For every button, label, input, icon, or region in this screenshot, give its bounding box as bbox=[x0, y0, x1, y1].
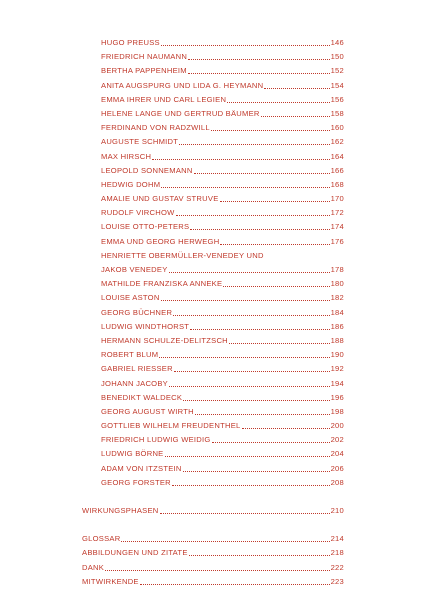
toc-entry-title: WIRKUNGSPHASEN bbox=[82, 506, 159, 515]
toc-entry[interactable] bbox=[0, 178, 425, 192]
toc-entry-page: 152 bbox=[330, 66, 344, 76]
toc-entry-page: 160 bbox=[330, 123, 344, 133]
toc-entry-page: 206 bbox=[330, 463, 344, 473]
toc-entry-page: 158 bbox=[330, 108, 344, 118]
toc-entry[interactable] bbox=[0, 192, 425, 206]
toc-entry-page: 214 bbox=[330, 534, 344, 544]
toc-entry[interactable] bbox=[0, 206, 425, 220]
toc-leader-dots bbox=[242, 419, 330, 429]
toc-entry-inner bbox=[101, 50, 344, 64]
toc-entry-page: 200 bbox=[330, 421, 344, 431]
toc-entry-inner bbox=[101, 447, 344, 461]
toc-entry-inner bbox=[82, 546, 344, 560]
toc-entry-title: FRIEDRICH LUDWIG WEIDIG bbox=[101, 435, 211, 445]
toc-leader-dots bbox=[140, 575, 330, 585]
toc-entry-title: ANITA AUGSPURG UND LIDA G. HEYMANN bbox=[101, 80, 264, 90]
toc-entry-title: GABRIEL RIESSER bbox=[101, 364, 173, 374]
toc-entry-inner bbox=[101, 291, 344, 305]
toc-entry[interactable] bbox=[0, 377, 425, 391]
toc-entry-title: HUGO PREUSS bbox=[101, 38, 160, 47]
toc-entry-inner bbox=[82, 532, 344, 546]
toc-entry-inner bbox=[101, 249, 344, 263]
toc-entry-inner bbox=[101, 348, 344, 362]
toc-entry-inner bbox=[101, 150, 344, 164]
toc-leader-dots bbox=[172, 476, 330, 486]
toc-entry-title: HEDWIG DOHM bbox=[101, 179, 161, 189]
toc-entry[interactable] bbox=[0, 150, 425, 164]
toc-entry-page: 204 bbox=[330, 449, 344, 459]
toc-entry-page: 182 bbox=[330, 293, 344, 303]
toc-entry[interactable] bbox=[0, 291, 425, 305]
toc-appendix-list bbox=[0, 532, 425, 589]
toc-entry-inner bbox=[101, 362, 344, 376]
toc-entry[interactable] bbox=[0, 433, 425, 447]
toc-entry-title: BENEDIKT WALDECK bbox=[101, 392, 183, 402]
toc-entry[interactable] bbox=[0, 362, 425, 376]
toc-entry[interactable] bbox=[0, 220, 425, 234]
toc-entry-page: 190 bbox=[330, 350, 344, 360]
toc-entry[interactable] bbox=[0, 320, 425, 334]
toc-entry-inner bbox=[101, 220, 344, 234]
toc-leader-dots bbox=[161, 36, 330, 46]
toc-entry-title: RUDOLF VIRCHOW bbox=[101, 208, 175, 218]
toc-entry-title: JOHANN JACOBY bbox=[101, 378, 168, 388]
toc-leader-dots bbox=[176, 206, 330, 216]
toc-entry-title: AMALIE UND GUSTAV STRUVE bbox=[101, 194, 219, 204]
toc-entry-inner bbox=[101, 121, 344, 135]
toc-entry-inner bbox=[101, 306, 344, 320]
toc-entry[interactable] bbox=[0, 135, 425, 149]
toc-entry-inner bbox=[101, 277, 344, 291]
toc-leader-dots bbox=[121, 532, 329, 542]
toc-entry-title: EMMA UND GEORG HERWEGH bbox=[101, 236, 220, 246]
toc-leader-dots bbox=[165, 447, 330, 457]
toc-entry-inner bbox=[101, 419, 344, 433]
toc-entry-title: MAX HIRSCH bbox=[101, 151, 152, 161]
toc-leader-dots bbox=[161, 178, 329, 188]
toc-entry-inner bbox=[101, 192, 344, 206]
toc-entry-title: MATHILDE FRANZISKA ANNEKE bbox=[101, 279, 223, 289]
toc-leader-dots bbox=[183, 462, 330, 472]
toc-entry-title: LOUISE ASTON bbox=[101, 293, 160, 303]
toc-leader-dots bbox=[173, 306, 329, 316]
toc-entry[interactable] bbox=[0, 391, 425, 405]
toc-leader-dots bbox=[190, 220, 329, 230]
toc-entry-page: 154 bbox=[330, 80, 344, 90]
toc-entry-title: GLOSSAR bbox=[82, 534, 121, 544]
toc-entry-page: 192 bbox=[330, 364, 344, 374]
toc-leader-dots bbox=[105, 561, 329, 571]
toc-entry-page: 166 bbox=[330, 165, 344, 175]
toc-entry-page: 174 bbox=[330, 222, 344, 232]
toc-entry-title: ADAM VON ITZSTEIN bbox=[101, 463, 182, 473]
toc-entry-title: BERTHA PAPPENHEIM bbox=[101, 66, 187, 76]
toc-entry[interactable] bbox=[0, 306, 425, 320]
toc-entry-title: DANK bbox=[82, 562, 105, 572]
toc-entry-inner bbox=[101, 391, 344, 405]
toc-entry-page: 172 bbox=[330, 208, 344, 218]
toc-entry-title: GEORG AUGUST WIRTH bbox=[101, 406, 194, 416]
toc-leader-dots bbox=[188, 64, 330, 74]
toc-entry-page: 156 bbox=[330, 94, 344, 104]
toc-entry-page: 210 bbox=[330, 506, 344, 515]
toc-entry-title: JAKOB VENEDEY bbox=[101, 265, 168, 274]
toc-leader-dots bbox=[264, 79, 329, 89]
toc-entry-page: 194 bbox=[330, 378, 344, 388]
toc-entry[interactable] bbox=[0, 334, 425, 348]
toc-leader-dots bbox=[190, 320, 329, 330]
toc-entry[interactable] bbox=[0, 462, 425, 476]
toc-entry-page: 218 bbox=[330, 548, 344, 558]
toc-entry-title: HELENE LANGE UND GERTRUD BÄUMER bbox=[101, 108, 260, 118]
toc-entry-inner bbox=[101, 206, 344, 220]
toc-entry-title: LUDWIG BÖRNE bbox=[101, 449, 164, 459]
toc-entry-inner bbox=[101, 405, 344, 419]
toc-leader-dots bbox=[229, 334, 330, 344]
toc-leader-dots bbox=[220, 235, 329, 245]
toc-entry-inner bbox=[101, 79, 344, 93]
toc-leader-dots bbox=[161, 291, 330, 301]
toc-entry[interactable] bbox=[0, 164, 425, 178]
toc-entry[interactable] bbox=[0, 405, 425, 419]
toc-entry-inner bbox=[82, 504, 344, 518]
toc-entry-page: 180 bbox=[330, 279, 344, 289]
toc-entry[interactable] bbox=[0, 277, 425, 291]
toc-entry-inner bbox=[101, 64, 344, 78]
toc-entry[interactable] bbox=[0, 561, 425, 575]
toc-entry-page: 162 bbox=[330, 137, 344, 147]
toc-entry-inner bbox=[101, 263, 344, 277]
toc-entry-page: 208 bbox=[330, 477, 344, 487]
toc-entry-title: ROBERT BLUM bbox=[101, 350, 159, 360]
toc-entry-page: 198 bbox=[330, 406, 344, 416]
toc-entry-page: 184 bbox=[330, 307, 344, 317]
toc-entry-inner bbox=[82, 561, 344, 575]
toc-entry[interactable] bbox=[0, 93, 425, 107]
toc-leader-dots bbox=[195, 405, 330, 415]
toc-entry-title: AUGUSTE SCHMIDT bbox=[101, 137, 179, 147]
toc-entry-title: FRIEDRICH NAUMANN bbox=[101, 52, 188, 62]
toc-entry[interactable] bbox=[0, 107, 425, 121]
toc-entry-title: HENRIETTE OBERMÜLLER-VENEDEY UND bbox=[101, 250, 264, 260]
toc-entry-page: 196 bbox=[330, 392, 344, 402]
toc-entry[interactable] bbox=[0, 575, 425, 589]
toc-leader-dots bbox=[179, 135, 329, 145]
toc-entry-page: 164 bbox=[330, 151, 344, 161]
toc-entry-inner bbox=[101, 476, 344, 490]
toc-entry-title: MITWIRKENDE bbox=[82, 576, 139, 586]
toc-leader-dots bbox=[183, 391, 329, 401]
toc-entry[interactable] bbox=[0, 64, 425, 78]
toc-leader-dots bbox=[160, 504, 330, 514]
toc-leader-dots bbox=[220, 192, 330, 202]
toc-entry-inner bbox=[101, 36, 344, 50]
toc-entry-wirkungsphasen[interactable] bbox=[0, 504, 425, 518]
toc-entry-inner bbox=[101, 93, 344, 107]
toc-entry[interactable] bbox=[0, 476, 425, 490]
toc-leader-dots bbox=[174, 362, 330, 372]
toc-leader-dots bbox=[223, 277, 329, 287]
toc-leader-dots bbox=[194, 164, 330, 174]
toc-entry-page: 202 bbox=[330, 435, 344, 445]
toc-entry-inner bbox=[101, 433, 344, 447]
toc-entry-inner bbox=[82, 575, 344, 589]
toc-gap bbox=[0, 490, 425, 504]
toc-entry[interactable] bbox=[0, 79, 425, 93]
toc-leader-dots bbox=[261, 107, 330, 117]
toc-entry[interactable] bbox=[0, 546, 425, 560]
toc-entry-title: LUDWIG WINDTHORST bbox=[101, 321, 190, 331]
toc-entry[interactable] bbox=[0, 50, 425, 64]
toc-entry-title: GOTTLIEB WILHELM FREUDENTHEL bbox=[101, 421, 241, 431]
toc-person-list bbox=[0, 36, 425, 490]
toc-entry-page: 176 bbox=[330, 236, 344, 246]
toc-entry-inner bbox=[101, 164, 344, 178]
toc-entry[interactable] bbox=[0, 249, 425, 263]
toc-entry-inner bbox=[101, 135, 344, 149]
toc-entry-inner bbox=[101, 235, 344, 249]
toc-entry[interactable] bbox=[0, 348, 425, 362]
toc-entry-title: GEORG FORSTER bbox=[101, 477, 171, 487]
toc-entry-page: 186 bbox=[330, 321, 344, 331]
toc-entry-page: 222 bbox=[330, 562, 344, 572]
toc-entry[interactable] bbox=[0, 532, 425, 546]
toc-entry[interactable] bbox=[0, 36, 425, 50]
toc-entry[interactable] bbox=[0, 447, 425, 461]
toc-entry-page: 178 bbox=[330, 265, 344, 274]
toc-leader-dots bbox=[169, 377, 330, 387]
toc-entry[interactable] bbox=[0, 263, 425, 277]
toc-entry-page: 168 bbox=[330, 179, 344, 189]
toc-entry[interactable] bbox=[0, 419, 425, 433]
toc-leader-dots bbox=[152, 150, 329, 160]
table-of-contents bbox=[0, 36, 425, 589]
toc-leader-dots bbox=[189, 546, 330, 556]
toc-entry-title: EMMA IHRER UND CARL LEGIEN bbox=[101, 94, 227, 104]
toc-gap bbox=[0, 518, 425, 532]
toc-leader-dots bbox=[211, 121, 330, 131]
toc-leader-dots bbox=[169, 263, 330, 273]
toc-entry-inner bbox=[101, 320, 344, 334]
toc-entry-title: LOUISE OTTO-PETERS bbox=[101, 222, 190, 232]
toc-entry-title: GEORG BÜCHNER bbox=[101, 307, 173, 317]
toc-entry[interactable] bbox=[0, 235, 425, 249]
toc-entry-page: 150 bbox=[330, 52, 344, 62]
toc-entry-title: FERDINAND VON RADZWILL bbox=[101, 123, 210, 133]
toc-entry-page: 170 bbox=[330, 194, 344, 204]
toc-entry-title: HERMANN SCHULZE-DELITZSCH bbox=[101, 335, 228, 345]
toc-entry-inner bbox=[101, 178, 344, 192]
toc-entry-inner bbox=[101, 377, 344, 391]
toc-entry[interactable] bbox=[0, 121, 425, 135]
toc-entry-page: 146 bbox=[330, 38, 344, 47]
toc-entry-inner bbox=[101, 334, 344, 348]
toc-leader-dots bbox=[188, 50, 329, 60]
toc-entry-inner bbox=[101, 107, 344, 121]
toc-entry-inner bbox=[101, 462, 344, 476]
toc-entry-title: ABBILDUNGEN UND ZITATE bbox=[82, 548, 188, 558]
toc-entry-page: 223 bbox=[330, 576, 344, 586]
toc-leader-dots bbox=[159, 348, 329, 358]
toc-entry-title: LEOPOLD SONNEMANN bbox=[101, 165, 193, 175]
toc-leader-dots bbox=[212, 433, 330, 443]
toc-entry-page: 188 bbox=[330, 335, 344, 345]
toc-leader-dots bbox=[227, 93, 329, 103]
